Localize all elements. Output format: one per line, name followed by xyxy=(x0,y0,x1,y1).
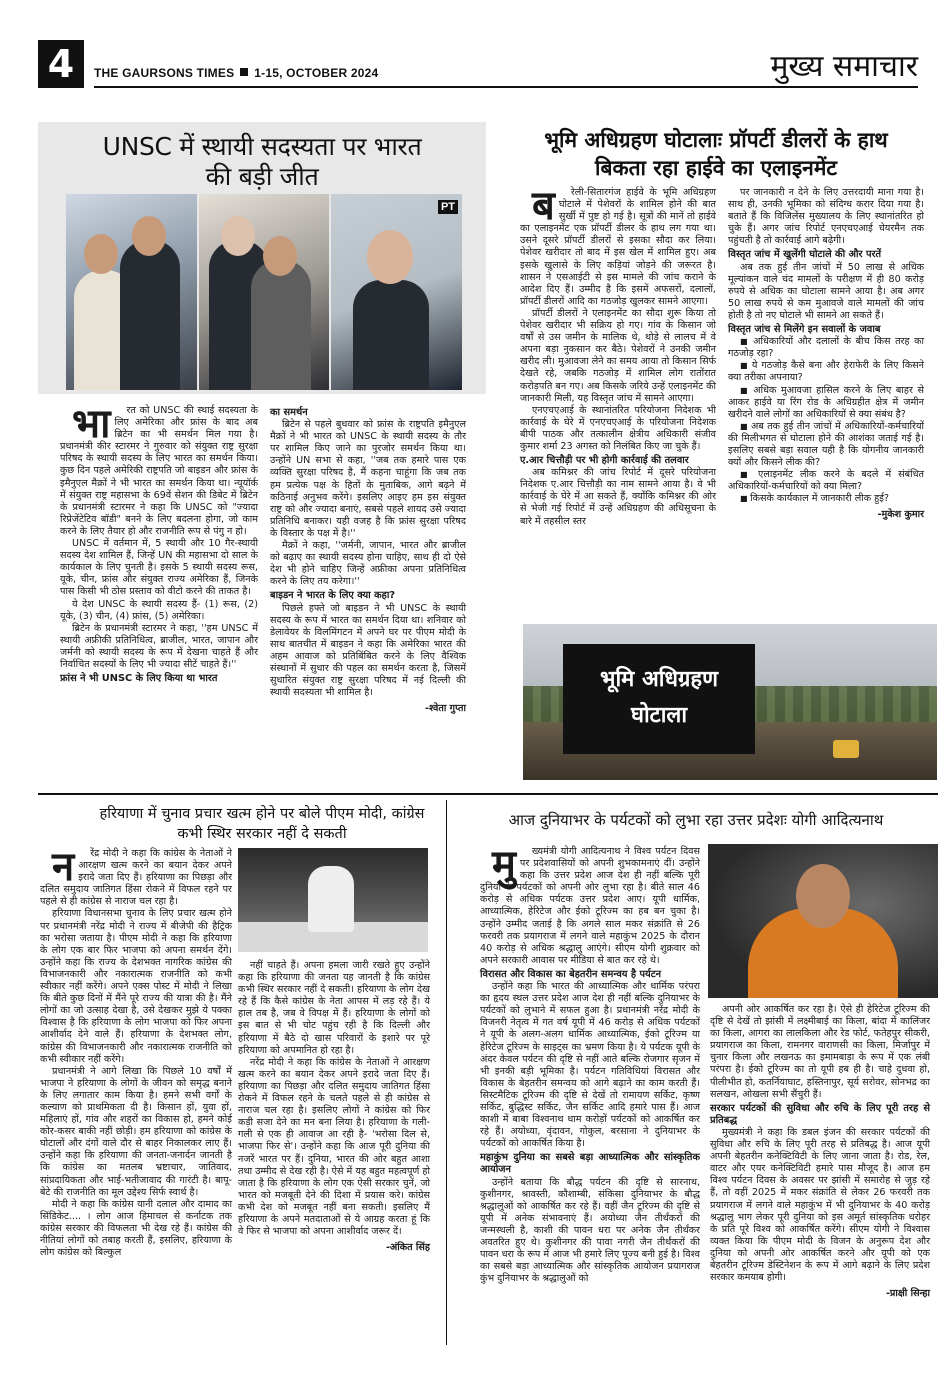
paragraph: भारत को UNSC की स्थाई सदस्यता के लिए अमेरिका और फ्रांस के बाद अब ब्रिटेन का भी समर्थन मिल गया है। प्रधानमंत्री कीर स्टारमर ने गुरुवार को संयुक्त राष्ट्र सुरक्षा परिषद के स्थायी सदस्य के लिए भारत का समर्थन किया। कुछ दिन पहले अमेरिकी राष्ट्रपति जो बाइडन और फ्रांस के इमैनुएल मैक्रों ने भी भारत का समर्थन किया था। न्यूयॉर्क में संयुक्त राष्ट्र महासभा के 69वें सेशन की डिबेट में ब्रिटेन के प्रधानमंत्री स्टारमर ने कहा कि UNSC को "ज्यादा रिप्रेजेंटेटिव बॉडी" बनने के लिए बदलना होगा, जो काम करने के लिए तैयार हो और राजनीति रूप से पंगु न हो। xyxy=(60,401,258,537)
tractor-icon xyxy=(833,740,859,758)
yogi-column-2 xyxy=(710,1004,930,1300)
photo-starmer xyxy=(331,194,462,390)
paragraph: नरेंद्र मोदी ने कहा कि कांग्रेस के नेताओं ने आरक्षण खत्म करने का बयान देकर अपने इरादे जता दिए हैं। हरियाणा का पिछड़ा और दलित समुदाय जातिगत हिंसा रोकने में विफल रहने पर पहले से ही कांग्रेस से नाराज चल रहा है। xyxy=(40,844,232,908)
question-item: ■ अब तक हुई तीन जांचों में अधिकारियों-कर्मचारियों की मिलीभगत से घोटाला होने की आशंका जताई गई है। इसलिए सबसे बड़ा सवाल यही है कि योगनीय जानकारी क्यों और किसने लीक की? xyxy=(728,421,924,469)
byline: -मुकेश कुमार xyxy=(877,509,924,521)
paragraph: अब तक हुई तीन जांचों में 50 लाख से अधिक मूल्यांकन वाले चंद मामलों के परीक्षण में ही 80 करोड़ रुपये से अधिक का घोटाला सामने आया है। अब अगर 50 लाख रुपये से कम मुआवजे वाले मामलों की जांच होती है तो नए घोटाले भी सामने आ सकते हैं। xyxy=(728,261,924,321)
land-scam-label xyxy=(563,644,755,754)
figure-head xyxy=(132,216,166,256)
paragraph: मुख्यमंत्री ने कहा कि डबल इंजन की सरकार पर्यटकों की सुविधा और रुचि के लिए पूरी तरह से प्रतिबद्ध है। आज यूपी अपनी बेहतरीन कनेक्टिविटी के लिए जाना जाता है। रोड, रेल, वाटर और एयर कनेक्टिविटी हमारे पास मौजूद है। आज हम विश्व पर्यटन दिवस के अवसर पर झांसी में समारोह से जुड़ रहे हैं, तो वहीं 2025 में मकर संक्रांति से लेकर 26 फरवरी तक प्रयागराज में लगने वाले महाकुंभ में भी दुनियाभर के 40 करोड़ श्रद्धालु भाग लेकर पूरी दुनिया को इस अमूर्त सांस्कृतिक धरोहर के प्रति पूरे विश्व को आकर्षित करेंगे। सीएम योगी ने विश्वास व्यक्त किया कि पीएम मोदी के विजन के अनुरूप देश और दुनिया को अपनी ओर आकर्षित करने और यूपी को एक बेहतरीन टूरिज्म डेस्टिनेशन के रूप में आगे बढ़ाने के लिए प्रदेश सरकार कमयाब होगी। xyxy=(710,1126,930,1284)
unsc-photo-strip xyxy=(66,194,462,390)
subheading: विस्तृत जांच से मिलेंगे इन सवालों के जवाब xyxy=(728,324,881,336)
haryana-column-2 xyxy=(238,960,430,1254)
subheading: बाइडन ने भारत के लिए क्या कहा? xyxy=(270,590,396,602)
paragraph: बरेली-सितारगंज हाईवे के भूमि अधिग्रहण घोटाले में पेशेवरों के शामिल होने की बात सुर्खी में पुष्ट हो गई है। सूत्रों की मानें तो हाईवे का एलाइनमेंट एक प्रॉपर्टी डीलर के हाथ लग गया था। उसने दूसरे प्रॉपर्टी डीलरों से इसका सौदा कर लिया। पेशेवर खरीदार तो बाद में इस खेल में शामिल हुए। अब इसके खुलासे के लिए कड़ियां जोड़ने की जरूरत है। शासन ने एसआईटी से इस मामले की जांच कराने के आदेश दिए हैं। उम्मीद है कि इसमें अफसरों, दलालों, प्रॉपर्टी डीलरों आदि का गठजोड़ खुलकर सामने आएगा। xyxy=(520,183,716,307)
figure-head xyxy=(367,230,413,284)
haryana-column-1 xyxy=(40,844,232,1259)
byline: -प्राक्षी सिन्हा xyxy=(885,1288,930,1300)
unsc-headline-line2: की बड़ी जीत xyxy=(205,162,319,191)
figure xyxy=(120,240,180,390)
question-item: ■ अधिक मुआवजा हासिल करने के लिए बाहर से आकर हाईवे या रिंग रोड के अधिग्रहीत क्षेत्र में जमीन खरीदने वाले लोगों का अधिकारियों से क्या संबंध है? xyxy=(728,385,924,421)
unsc-column-2 xyxy=(270,405,466,715)
figure xyxy=(353,280,429,390)
land-headline-line1: भूमि अधिग्रहण घोटालाः प्रॉपर्टी डीलरों के हाथ xyxy=(544,128,888,152)
haryana-photo xyxy=(238,848,428,952)
paragraph: प्रधानमंत्री ने आगे लिखा कि पिछले 10 वर्षों में भाजपा ने हरियाणा के लोगों के जीवन को समृद्ध बनाने के लिए लगातार काम किया है। हमने सभी वर्गों के कल्याण को प्राथमिकता दी है। किसान हों, युवा हों, महिलाएं हों, गांव और शहरों का विकास हो, हमने कोई कोर-कसर बाकी नहीं छोड़ी। हम हरियाणा को कांग्रेस के घोटालों और दंगों वाले दौर से बाहर निकालकर लाए हैं। उन्होंने कहा कि हरियाणा की जनता-जनार्दन जानती है कि कांग्रेस का मतलब भ्रष्टाचार, जातिवाद, सांप्रदायिकता और भाई-भतीजावाद की गारंटी है। बापू-बेटे की राजनीति का मूल उद्देश्य सिर्फ स्वार्थ है। xyxy=(40,1065,232,1198)
paragraph: पिछले हफ्ते जो बाइडन ने भी UNSC के स्थायी सदस्य के रूप में भारत का समर्थन दिया था। शनिवार को डेलावेयर के विलमिंगटन में अपने घर पर पीएम मोदी के साथ बातचीत में बाइडन ने कहा कि अमेरिका भारत की अहम आवाज को प्रतिबिंबित करने के लिए वैश्विक संस्थानों में सुधार की पहल का समर्थन करता है, जिसमें सुधारित संयुक्त राष्ट्र सुरक्षा परिषद में नई दिल्ली की स्थायी सदस्यता भी शामिल है। xyxy=(270,602,466,699)
paragraph: हरियाणा विधानसभा चुनाव के लिए प्रचार खत्म होने पर प्रधानमंत्री नरेंद्र मोदी ने राज्य में बीजेपी की हैट्रिक का भरोसा जताया है। पीएम मोदी ने कहा कि हरियाणा के लोग एक बार फिर भाजपा को अपना समर्थन देंगे। उन्होंने कहा कि राज्य के देशभक्त नागरिक कांग्रेस की विभाजनकारी और नकारात्मक राजनीति को कभी स्वीकार नहीं करेंगे। अपने एक्स पोस्ट में मोदी ने लिखा कि बीते कुछ दिनों में मैंने पूरे राज्य की यात्रा की है। मैंने लोगों का जो उत्साह देखा है, उसे देखकर मुझे ये पक्का विश्वास है कि हरियाणा के लोग भाजपा को फिर अपना आशीर्वाद देने वाले हैं। हरियाणा के देशभक्त लोग, कांग्रेस की विभाजनकारी और नकारात्मक राजनीति को कभी स्वीकार नहीं करेंगे। xyxy=(40,908,232,1065)
issue-dates: 1-15, OCTOBER 2024 xyxy=(254,66,379,80)
paragraph: नहीं चाहते हैं। अपना हमला जारी रखते हुए उन्होंने कहा कि हरियाणा की जनता यह जानती है कि कांग्रेस कभी स्थिर सरकार नहीं दे सकती। हरियाणा के लोग देख रहे हैं कि कैसे कांग्रेस के नेता आपस में लड़ रहे हैं। ये हाल तब है, जब वे विपक्ष में हैं। हरियाणा के लोगों को इस बात से भी चोट पहुंच रही है कि दिल्ली और हरियाणा में बैठे दो खास परिवारों के इशारे पर पूरे हरियाणा को अपमानित हो रहा है। xyxy=(238,960,430,1056)
figure-head xyxy=(221,216,255,256)
paragraph: पर जानकारी न देने के लिए उत्तरदायी माना गया है। साथ ही, उनकी भूमिका को संदिग्ध करार दिया गया है। बताते हैं कि विजिलेंस मुख्यालय के लिए स्थानांतरित हो चुके हैं। अगर जांच रिपोर्ट एनएचएआई चेयरमैन तक पहुंचती है तो कार्रवाई आगे बढ़ेगी। xyxy=(728,187,924,247)
subheading: सरकार पर्यटकों की सुविधा और रुचि के लिए पूरी तरह से प्रतिबद्ध xyxy=(710,1102,930,1126)
yogi-column-1 xyxy=(480,842,700,1285)
question-item: ■ एलाइनमेंट लीक करने के बदले में संबंधित अधिकारियों-कर्मचारियों को क्या मिला? xyxy=(728,469,924,493)
unsc-headline xyxy=(38,122,486,192)
subheading: का समर्थन xyxy=(270,407,308,418)
byline: -श्वेता गुप्ता xyxy=(425,703,466,715)
paragraph: ब्रिटेन से पहले बुधवार को फ्रांस के राष्ट्रपति इमैनुएल मैक्रों ने भी भारत को UNSC के स्थायी सदस्य के तौर पर शामिल किए जाने का पुरजोर समर्थन किया था। उन्होंने UN सभा से कहा, ''जब तक हमारे पास एक व्यक्ति सुरक्षा परिषद है, मैं कहना चाहूंगा कि जब तक हम प्रत्येक पक्ष के हितों के मुताबिक, आगे बढ़ने में कठिनाई अनुभव करेंगे। इसलिए आइए हम इस संयुक्त राष्ट्र को और ज्यादा बनाएं, सबसे पहले शायद उसे ज्यादा प्रतिनिधि बनाकर। यही वजह है कि फ्रांस सुरक्षा परिषद के विस्तार के पक्ष में है।'' xyxy=(270,419,466,539)
land-headline-line2: बिकता रहा हाईवे का एलाइनमेंट xyxy=(595,156,837,180)
figure xyxy=(251,260,311,390)
paragraph: प्रॉपर्टी डीलरों ने एलाइनमेंट का सौदा शुरू किया तो पेशेवर खरीदार भी सक्रिय हो गए। गांव के किसान जो वर्षों से उस जमीन के मालिक थे, थोड़े से लालच में वे अपना बड़ा नुकसान कर बैठे। पेशेवरों ने उनकी जमीन खरीद ली। मुआवजा लेने का समय आया तो किसान सिर्फ देखते रहे, जबकि गठजोड़ में शामिल लोग रातोंरात करोड़पति बन गए। अब किसके जरिये उन्हें एलाइनमेंट की जानकारी मिली, यह विस्तृत जांच में सामने आएगा। xyxy=(520,307,716,404)
figure-head xyxy=(263,236,297,276)
haryana-headline-line1: हरियाणा में चुनाव प्रचार खत्म होने पर बोले पीएम मोदी, कांग्रेस xyxy=(99,806,425,822)
paragraph: अपनी ओर आकर्षित कर रहा है। ऐसे ही हेरिटेज टूरिज्म की दृष्टि से देखें तो झांसी में लक्ष्मीबाई का किला, बांदा में कालिंजर का किला, आगरा का लालकिला और रेड फोर्ट, फतेहपुर सीकरी, प्रयागराज का किला, रामनगर वाराणसी का किला, मिर्जापुर में चुनार किला और लखनऊ का इमामबाड़ा के रूप में एक लंबी परंपरा है। ईको टूरिज्म का तो यूपी हब ही है। चाहे दुधवा हो, पीलीभीत हो, कतर्नियाघाट, हस्तिनापुर, सूर्य सरोवर, सोनभद्र का सलखन, ओखला सभी सैंचुरी हैं। xyxy=(710,1004,930,1100)
paragraph: मोदी ने कहा कि कांग्रेस यानी दलाल और दामाद का सिंडिकेट.... । लोग आज हिमाचल से कर्नाटक तक कांग्रेस सरकार की विफलता भी देख रहे हैं। कांग्रेस की नीतियां लोगों को तबाह करती हैं, इसलिए, हरियाणा के लोग कांग्रेस को बिल्कुल xyxy=(40,1198,232,1259)
paragraph: ब्रिटेन के प्रधानमंत्री स्टारमर ने कहा, ''हम UNSC में स्थायी अफ्रीकी प्रतिनिधित्व, ब्राजील, भारत, जापान और जर्मनी को स्थायी सदस्य के रूप में देखना चाहते हैं और निर्वाचित सदस्यों के लिए भी ज्यादा सीटें चाहते हैं।'' xyxy=(60,622,258,670)
section-divider xyxy=(38,793,938,795)
figure-head xyxy=(84,234,118,274)
unsc-column-1 xyxy=(60,401,258,685)
section-title: मुख्य समाचार xyxy=(770,49,918,84)
paragraph: मुख्यमंत्री योगी आदित्यनाथ ने विश्व पर्यटन दिवस पर प्रदेशवासियों को अपनी शुभकामनाएं दीं। उन्होंने कहा कि उत्तर प्रदेश आज देश ही नहीं बल्कि पूरी दुनिया के पर्यटकों को अपनी ओर लुभा रहा है। बीते साल 46 करोड़ से अधिक पर्यटक उत्तर प्रदेश आए। यूपी धार्मिक, आध्यात्मिक, हेरिटेज और ईको टूरिज्म का हब बन चुका है। उन्होंने उम्मीद जताई है कि अगले साल मकर संक्रांति से 26 फरवरी तक प्रयागराज में लगने वाले महाकुंभ 2025 के दौरान 40 करोड़ से अधिक श्रद्धालु आएंगे। सीएम योगी शुक्रवार को अपने सरकारी आवास पर मीडिया से बात कर रहे थे। xyxy=(480,842,700,966)
subheading: विरासत और विकास का बेहतरीन समन्वय है पर्यटन xyxy=(480,968,662,980)
land-column-1 xyxy=(520,183,716,528)
masthead xyxy=(94,66,378,80)
unsc-headline-box xyxy=(38,122,486,394)
paragraph: मैक्रों ने कहा, ''जर्मनी, जापान, भारत और ब्राजील को बढ़ाए का स्थायी सदस्य होना चाहिए, साथ ही दो ऐसे देश भी होने चाहिए जिन्हें अफ्रीका अपना प्रतिनिधित्व करने के लिए तय करेगा।'' xyxy=(270,540,466,588)
page-number: 4 xyxy=(38,40,84,88)
land-headline xyxy=(516,126,916,182)
paragraph: ये देश UNSC के स्थायी सदस्य हैं- (1) रूस, (2) यूके, (3) चीन, (4) फ्रांस, (5) अमेरिका। xyxy=(60,598,258,622)
question-item: ■ ये गठजोड़ कैसे बना और हेराफेरी के लिए किसने क्या तरीका अपनाया? xyxy=(728,360,924,384)
pti-logo: PT xyxy=(438,200,458,214)
haryana-headline-line2: कभी स्थिर सरकार नहीं दे सकती xyxy=(177,826,347,842)
haryana-headline xyxy=(38,804,486,844)
paragraph: अब कमिश्नर की जांच रिपोर्ट में दूसरे परियोजना निदेशक ए.आर चित्तौड़ी का नाम सामने आया है। वे भी कार्रवाई के घेरे में आ सकते हैं, क्योंकि कमिश्नर की ओर से भेजी गई रिपोर्ट में उन्हें अधिग्रहण की अधिसूचना के बारे में तहसील स्तर xyxy=(520,467,716,527)
question-item: ■ अधिकारियों और दलालों के बीच किस तरह का गठजोड़ रहा? xyxy=(728,336,924,360)
paragraph: उन्होंने बताया कि बौद्ध पर्यटन की दृष्टि से सारनाथ, कुशीनगर, श्रावस्ती, कौशाम्बी, संकिसा दुनियाभर के बौद्ध श्रद्धालुओं को आकर्षित कर रहे हैं। वहीं जैन टूरिज्म की दृष्टि से यूपी में अनेक संभावनाएं हैं। अयोध्या जैन तीर्थंकरों की जन्मस्थली है, काशी की पावन धरा पर अनेक जैन तीर्थंकर अवतरित हुए थे। कुशीनगर की पावा नगरी जैन तीर्थंकरों की पावन धरा के रूप में आज भी हमारे लिए पूज्य बनी हुई है। विश्व का सबसे बड़ा आध्यात्मिक और सांस्कृतिक आयोजन प्रयागराज कुंभ दुनियाभर के श्रद्धालुओं को xyxy=(480,1176,700,1285)
column-divider xyxy=(446,800,447,1345)
figure xyxy=(308,866,354,932)
byline: -अंकित सिंह xyxy=(385,1242,430,1254)
paragraph: एनएचएआई के स्थानांतरित परियोजना निदेशक भी कार्रवाई के घेरे में एनएचएआई के परियोजना निदेशक बीपी पाठक और तत्कालीन क्षेत्रीय अधिकारी संजीव कुमार शर्मा 23 अगस्त को निलंबित किए जा चुके हैं। xyxy=(520,404,716,452)
page-header xyxy=(38,40,918,90)
photo-biden-modi xyxy=(199,194,330,390)
yogi-photo xyxy=(708,844,938,998)
paragraph: UNSC में वर्तमान में, 5 स्थायी और 10 गैर-स्थायी सदस्य देश शामिल हैं, जिन्हें UN की महासभा दो साल के कार्यकाल के लिए चुनती है। इसके 5 स्थायी सदस्य रूस, यूके, चीन, फ्रांस और संयुक्त राज्य अमेरिका हैं, जिनके पास किसी भी ठोस प्रस्ताव को वीटो करने की ताकत है। xyxy=(60,538,258,598)
square-icon xyxy=(240,68,248,76)
land-scam-graphic xyxy=(523,624,937,780)
question-item: ■ किसके कार्यकाल में जानकारी लीक हुई? xyxy=(728,493,924,505)
subheading: महाकुंभ दुनिया का सबसे बड़ा आध्यात्मिक और सांस्कृतिक आयोजन xyxy=(480,1152,700,1176)
paragraph: उन्होंने कहा कि भारत की आध्यात्मिक और धार्मिक परंपरा का हृदय स्थल उत्तर प्रदेश आज देश ही नहीं बल्कि दुनियाभर के पर्यटकों को लुभाने में सफल हुआ है। प्रधानमंत्री नरेंद्र मोदी के विजनरी नेतृत्व में गत वर्ष यूपी में 46 करोड़ से अधिक पर्यटकों ने यूपी के अलग-अलग धार्मिक आध्यात्मिक, ईको टूरिज्म या हेरिटेज टूरिज्म के साइट्स का भ्रमण किया है। ये पर्यटक यूपी के अंदर केवल पर्यटन की दृष्टि से नहीं आते बल्कि रोजगार सृजन में भी इनकी बड़ी भूमिका है। पर्यटन गतिविधियां विरासत और विकास के बेहतरीन समन्वय को आगे बढ़ाने का काम करती हैं। सिस्टमैटिक टूरिज्म की दृष्टि से देखें तो रामायण सर्किट, कृष्ण सर्किट, बुद्धिस्ट सर्किट, जैन सर्किट आदि हमारे पास हैं। आज काशी में बाबा विश्वनाथ धाम करोड़ों पर्यटकों को आकर्षित कर रहे हैं। अयोध्या, वृंदावन, गोकुल, बरसाना ने दुनियाभर के पर्यटकों को आकर्षित किया है। xyxy=(480,981,700,1150)
paper-name: THE GAURSONS TIMES xyxy=(94,66,235,80)
land-column-2 xyxy=(728,187,924,522)
unsc-headline-line1: UNSC में स्थायी सदस्यता पर भारत xyxy=(102,132,422,161)
paragraph: नरेंद्र मोदी ने कहा कि कांग्रेस के नेताओं ने आरक्षण खत्म करने का बयान देकर अपने इरादे जता दिए हैं। हरियाणा का पिछड़ा और दलित समुदाय जातिगत हिंसा रोकने में विफल रहने के चलते पहले से ही कांग्रेस से नाराज चल रहा है। इसलिए लोगों ने कांग्रेस को फिर कड़ी सजा देने का मन बना लिया है। हरियाणा के गली-गली से एक ही आवाज आ रही है- 'भरोसा दिल से, भाजपा फिर से'। उन्होंने कहा कि आज पूरी दुनिया की नजरें भारत पर हैं। दुनिया, भारत की ओर बहुत आशा तथा उम्मीद से देख रही है। ऐसे में यह बहुत महत्वपूर्ण हो जाता है कि हरियाणा के लोग एक ऐसी सरकार चुनें, जो भारत को मजबूती देने की दिशा में प्रयास करे। कांग्रेस कभी देश को मजबूत नहीं बना सकती। इसलिए मैं हरियाणा के अपने मतदाताओं से ये आग्रह करता हूं कि वे फिर से भाजपा को अपना आशीर्वाद जरूर दें। xyxy=(238,1056,430,1238)
subheading: विस्तृत जांच में खुलेंगी घोटाले की और परतें xyxy=(728,249,882,261)
figure-head xyxy=(796,864,850,928)
subheading: ए.आर चित्तौड़ी पर भी होगी कार्रवाई की तलवार xyxy=(520,455,689,467)
photo-modi-macron xyxy=(66,194,197,390)
subheading: फ्रांस ने भी UNSC के लिए किया था भारत xyxy=(60,673,218,685)
land-scam-label-line2: घोटाला xyxy=(630,703,688,728)
land-scam-label-line1: भूमि अधिग्रहण xyxy=(599,667,718,692)
yogi-headline: आज दुनियाभर के पर्यटकों को लुभा रहा उत्तर प्रदेशः योगी आदित्यनाथ xyxy=(508,811,884,829)
header-rule xyxy=(94,86,918,88)
